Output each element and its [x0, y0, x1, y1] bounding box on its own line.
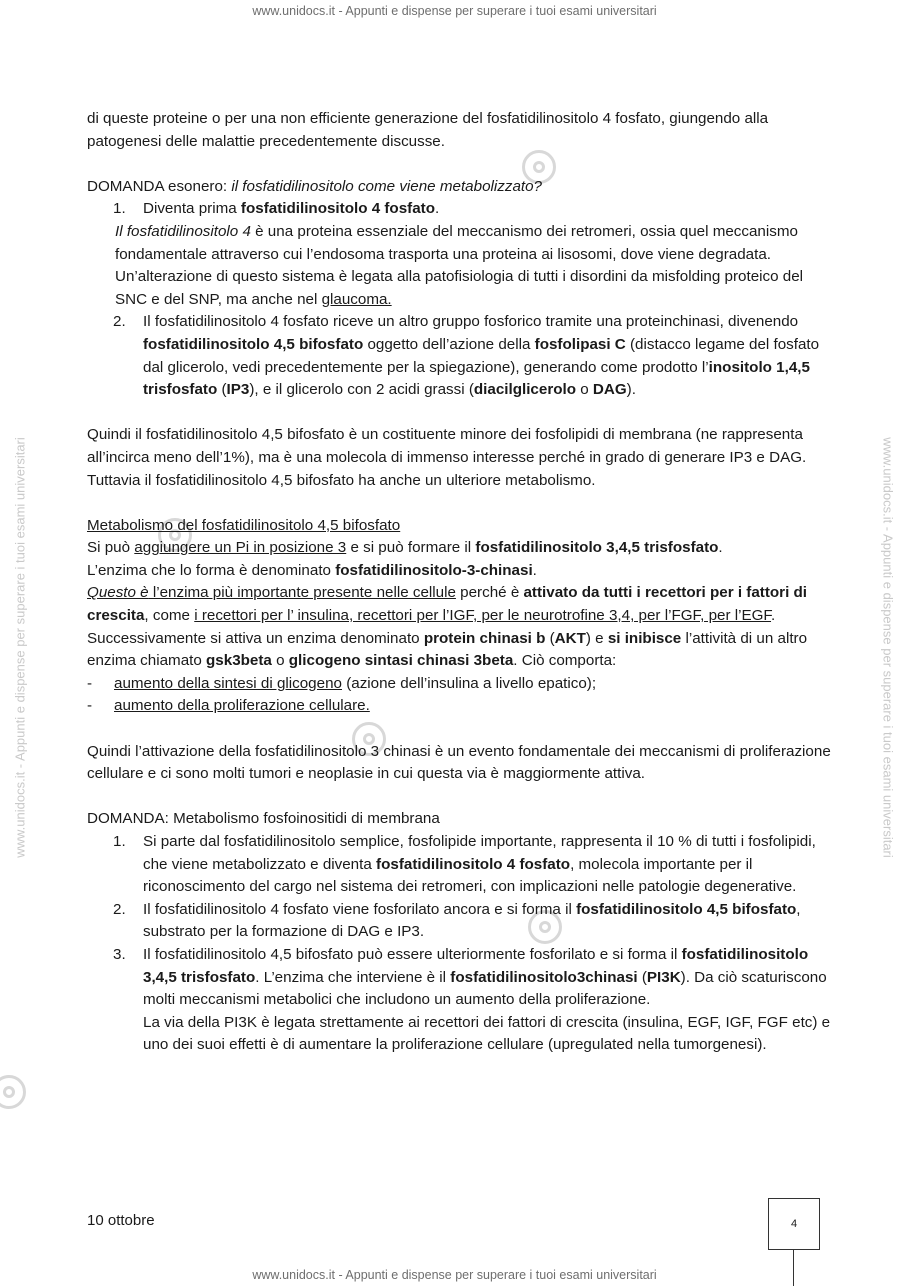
question-1-list-cont [87, 311, 832, 401]
list-item: 2. Il fosfatidilinositolo 4 fosfato riceve un altro gruppo fosforico tramite una proteinchinasi, divenendo fosfatidilinositolo 4,5 bifosfato oggetto dell’azione della fosfolipasi C (distacco legame del fosfato dal glicerolo, vedi precedentemente per la spiegazione), generando come prodotto l’inositolo 1,4,5 trisfosfato (IP3), e il glicerolo con 2 acidi grassi (diacilglicerolo o DAG). [113, 313, 820, 399]
watermark-left: www.unidocs.it - Appunti e dispense per superare i tuoi esami universitari [12, 437, 28, 858]
question-2-heading: DOMANDA: Metabolismo fosfoinositidi di membrana [87, 810, 440, 828]
dash-list-item: - aumento della sintesi di glicogeno (azione dell’insulina a livello epatico); [87, 674, 597, 692]
question-2-list [87, 831, 832, 1057]
paragraph-summary: Quindi il fosfatidilinositolo 4,5 bifosfato è un costituente minore dei fosfolipidi di membrana (ne rappresenta all’incirca meno dell’1%), ma è una molecola di immenso interesse perché in grado di generare IP3 e DAG. Tuttavia il fosfatidilinositolo 4,5 bifosfato ha anche un ulteriore metabolismo. [87, 426, 807, 489]
list-item-continuation: Il fosfatidilinositolo 4 è una proteina essenziale del meccanismo dei retromeri, ossia quel meccanismo fondamentale attraverso cui l’endosoma trasporta una proteina ai lisosomi, dove viene degradata. Un’alterazione di questo sistema è legata alla patofisiologia di tutti i disordini da misfolding proteico del SNC e del SNP, ma anche nel glaucoma. [115, 222, 804, 308]
paragraph-conclusion: Quindi l’attivazione della fosfatidilinositolo 3 chinasi è un evento fondamentale dei meccanismi di proliferazione cellulare e ci sono molti tumori e neoplasie in cui questa via è maggiormente attiva. [87, 742, 831, 783]
watermark-logo-icon [0, 1075, 26, 1109]
page-number-line [793, 1250, 794, 1286]
watermark-right: www.unidocs.it - Appunti e dispense per superare i tuoi esami universitari [880, 437, 896, 858]
list-item: 1. Diventa prima fosfatidilinositolo 4 fosfato. [113, 200, 440, 218]
paragraph-line: Si può aggiungere un Pi in posizione 3 e si può formare il fosfatidilinositolo 3,4,5 trisfosfato. [87, 539, 723, 557]
question-1-list [87, 198, 832, 221]
section-heading: Metabolismo del fosfatidilinositolo 4,5 bifosfato [87, 516, 401, 534]
document-body [87, 108, 832, 1057]
list-item: 1. Si parte dal fosfatidilinositolo semplice, fosfolipide importante, rappresenta il 10 % di tutti i fosfolipidi, che viene metabolizzato e diventa fosfatidilinositolo 4 fosfato, molecola importante per il riconoscimento del cargo nel sistema dei retromeri, con implicazioni nelle patologie degenerative. [113, 833, 816, 896]
question-1-heading: DOMANDA esonero: il fosfatidilinositolo come viene metabolizzato? [87, 177, 543, 195]
paragraph-intro: di queste proteine o per una non efficiente generazione del fosfatidilinositolo 4 fosfato, giungendo alla patogenesi delle malattie precedentemente discusse. [87, 110, 769, 150]
page-number: 4 [768, 1198, 820, 1250]
watermark-bottom: www.unidocs.it - Appunti e dispense per superare i tuoi esami universitari [252, 1268, 657, 1282]
dash-list-item: - aumento della proliferazione cellulare. [87, 697, 370, 715]
paragraph-line: Questo è l’enzima più importante presente nelle cellule perché è attivato da tutti i recettori per i fattori di crescita, come i recettori per l’ insulina, recettori per l’IGF, per le neurotrofine 3,4, per l’FGF, per l’EGF. [87, 584, 808, 625]
list-item-paragraph: La via della PI3K è legata strettamente ai recettori dei fattori di crescita (insulina, EGF, IGF, FGF etc) e uno dei suoi effetti è di aumentare la proliferazione cellulare (upregulated nella tumorgenesi). [143, 1013, 831, 1054]
watermark-top: www.unidocs.it - Appunti e dispense per superare i tuoi esami universitari [252, 4, 657, 18]
paragraph-line: Successivamente si attiva un enzima denominato protein chinasi b (AKT) e si inibisce l’attività di un altro enzima chiamato gsk3beta o glicogeno sintasi chinasi 3beta. Ciò comporta: [87, 629, 808, 670]
list-item: 2. Il fosfatidilinositolo 4 fosfato viene fosforilato ancora e si forma il fosfatidilinositolo 4,5 bifosfato, substrato per la formazione di DAG e IP3. [113, 900, 801, 941]
paragraph-line: L’enzima che lo forma è denominato fosfatidilinositolo-3-chinasi. [87, 561, 537, 579]
footer-date: 10 ottobre [87, 1212, 155, 1229]
list-item: 3. Il fosfatidilinositolo 4,5 bifosfato può essere ulteriormente fosforilato e si forma il fosfatidilinositolo 3,4,5 trisfosfato. L’enzima che interviene è il fosfatidilinositolo3chinasi (PI3K). Da ciò scaturiscono molti meccanismi metabolici che includono un aumento della proliferazione. La via della PI3K è legata strettamente ai recettori dei fattori di crescita (insulina, EGF, IGF, FGF etc) e uno dei suoi effetti è di aumentare la proliferazione cellulare (upregulated nella tumorgenesi). [87, 944, 832, 1057]
